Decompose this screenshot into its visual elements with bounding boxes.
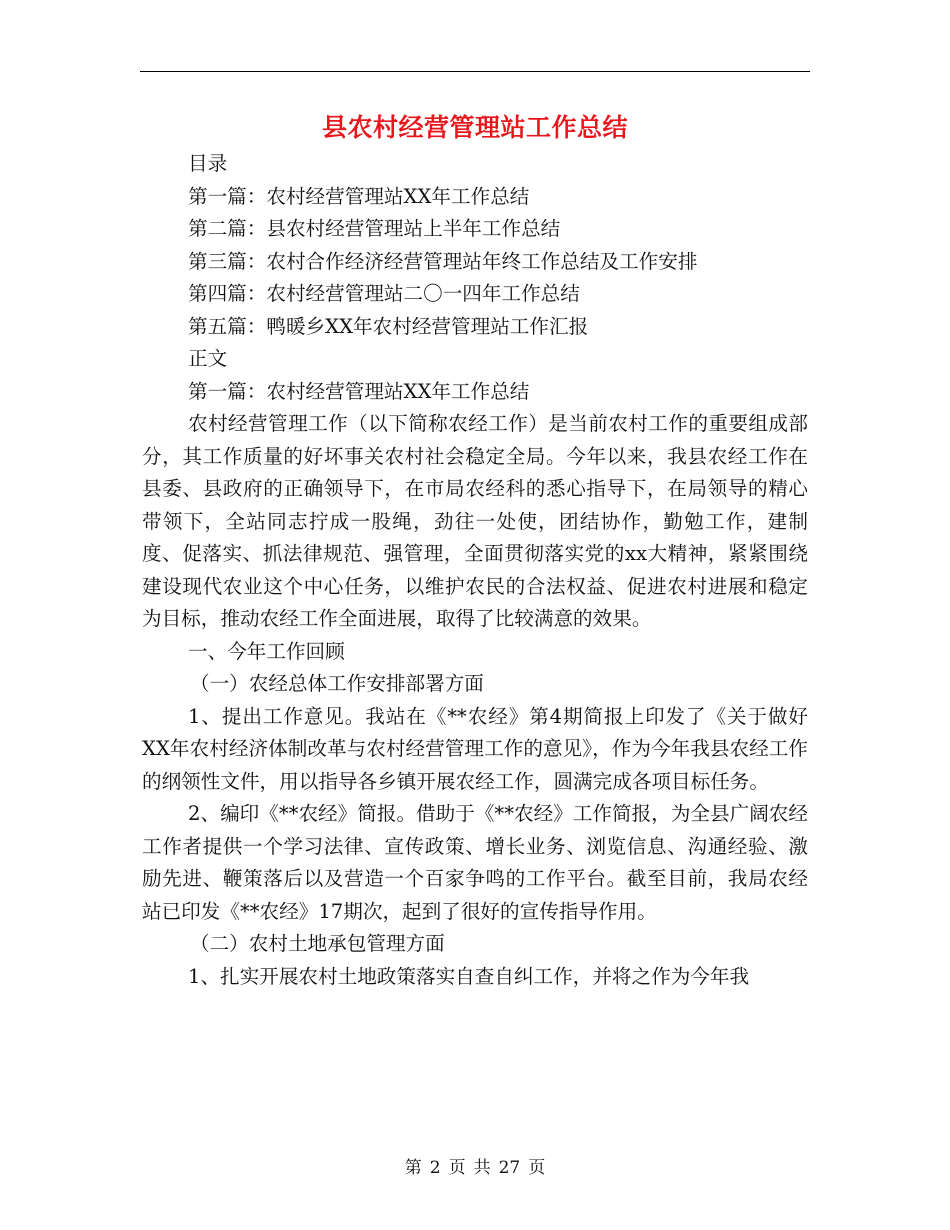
toc-item-3: 第三篇：农村合作经济经营管理站年终工作总结及工作安排 xyxy=(188,249,698,273)
footer-page-unit: 页 xyxy=(448,1158,466,1178)
header-rule xyxy=(140,71,810,72)
toc-item-5: 第五篇：鸭暖乡XX年农村经营管理站工作汇报 xyxy=(188,314,589,338)
document-body xyxy=(142,148,808,993)
footer-total-number: 27 xyxy=(498,1158,521,1178)
toc-item-2: 第二篇：县农村经营管理站上半年工作总结 xyxy=(188,217,561,240)
subsection-heading-2: （二）农村土地承包管理方面 xyxy=(190,932,445,955)
paragraph-3: 1、扎实开展农村土地政策落实自查自纠工作，并将之作为今年我 xyxy=(188,964,750,988)
intro-paragraph: 农村经营管理工作（以下简称农经工作）是当前农村工作的重要组成部分，其工作质量的好坏事关农村社会稳定全局。今年以来，我县农经工作在县委、县政府的正确领导下，在市局农经科的悉心指导下，在局领导的精心带领下，全站同志拧成一股绳，劲往一处使，团结协作，勤勉工作，建制度、促落实、抓法律规范、强管理，全面贯彻落实党的xx大精神，紧紧围绕建设现代农业这个中心任务，以维护农民的合法权益、促进农村进展和稳定为目标，推动农经工作全面进展，取得了比较满意的效果。 xyxy=(142,412,808,630)
footer-page-number: 2 xyxy=(429,1158,441,1178)
toc-heading: 目录 xyxy=(188,152,228,175)
document-title: 县农村经营管理站工作总结 xyxy=(321,113,628,142)
toc-item-1: 第一篇：农村经营管理站XX年工作总结 xyxy=(188,184,530,208)
subsection-heading-1: （一）农经总体工作安排部署方面 xyxy=(190,672,484,695)
toc-item-4: 第四篇：农村经营管理站二〇一四年工作总结 xyxy=(188,282,580,305)
paragraph-2: 2、编印《**农经》简报。借助于《**农经》工作简报，为全县广阔农经工作者提供一个学习法律、宣传政策、增长业务、浏览信息、沟通经验、激励先进、鞭策落后以及营造一个百家争鸣的工作平台。截至目前，我局农经站已印发《**农经》17期次，起到了很好的宣传指导作用。 xyxy=(142,802,808,923)
main-heading: 正文 xyxy=(188,347,228,370)
section-heading-1: 一、今年工作回顾 xyxy=(188,639,345,663)
footer-page-label: 第 xyxy=(404,1158,422,1178)
paragraph-1: 1、提出工作意见。我站在《**农经》第4期简报上印发了《关于做好XX年农村经济体制改革与农村经营管理工作的意见》，作为今年我县农经工作的纲领性文件，用以指导各乡镇开展农经工作，圆满完成各项目标任务。 xyxy=(142,704,808,793)
part-title: 第一篇：农村经营管理站XX年工作总结 xyxy=(188,379,530,403)
page-footer xyxy=(0,1153,950,1178)
footer-total-unit: 页 xyxy=(528,1158,546,1178)
footer-total-label: 共 xyxy=(473,1158,491,1178)
